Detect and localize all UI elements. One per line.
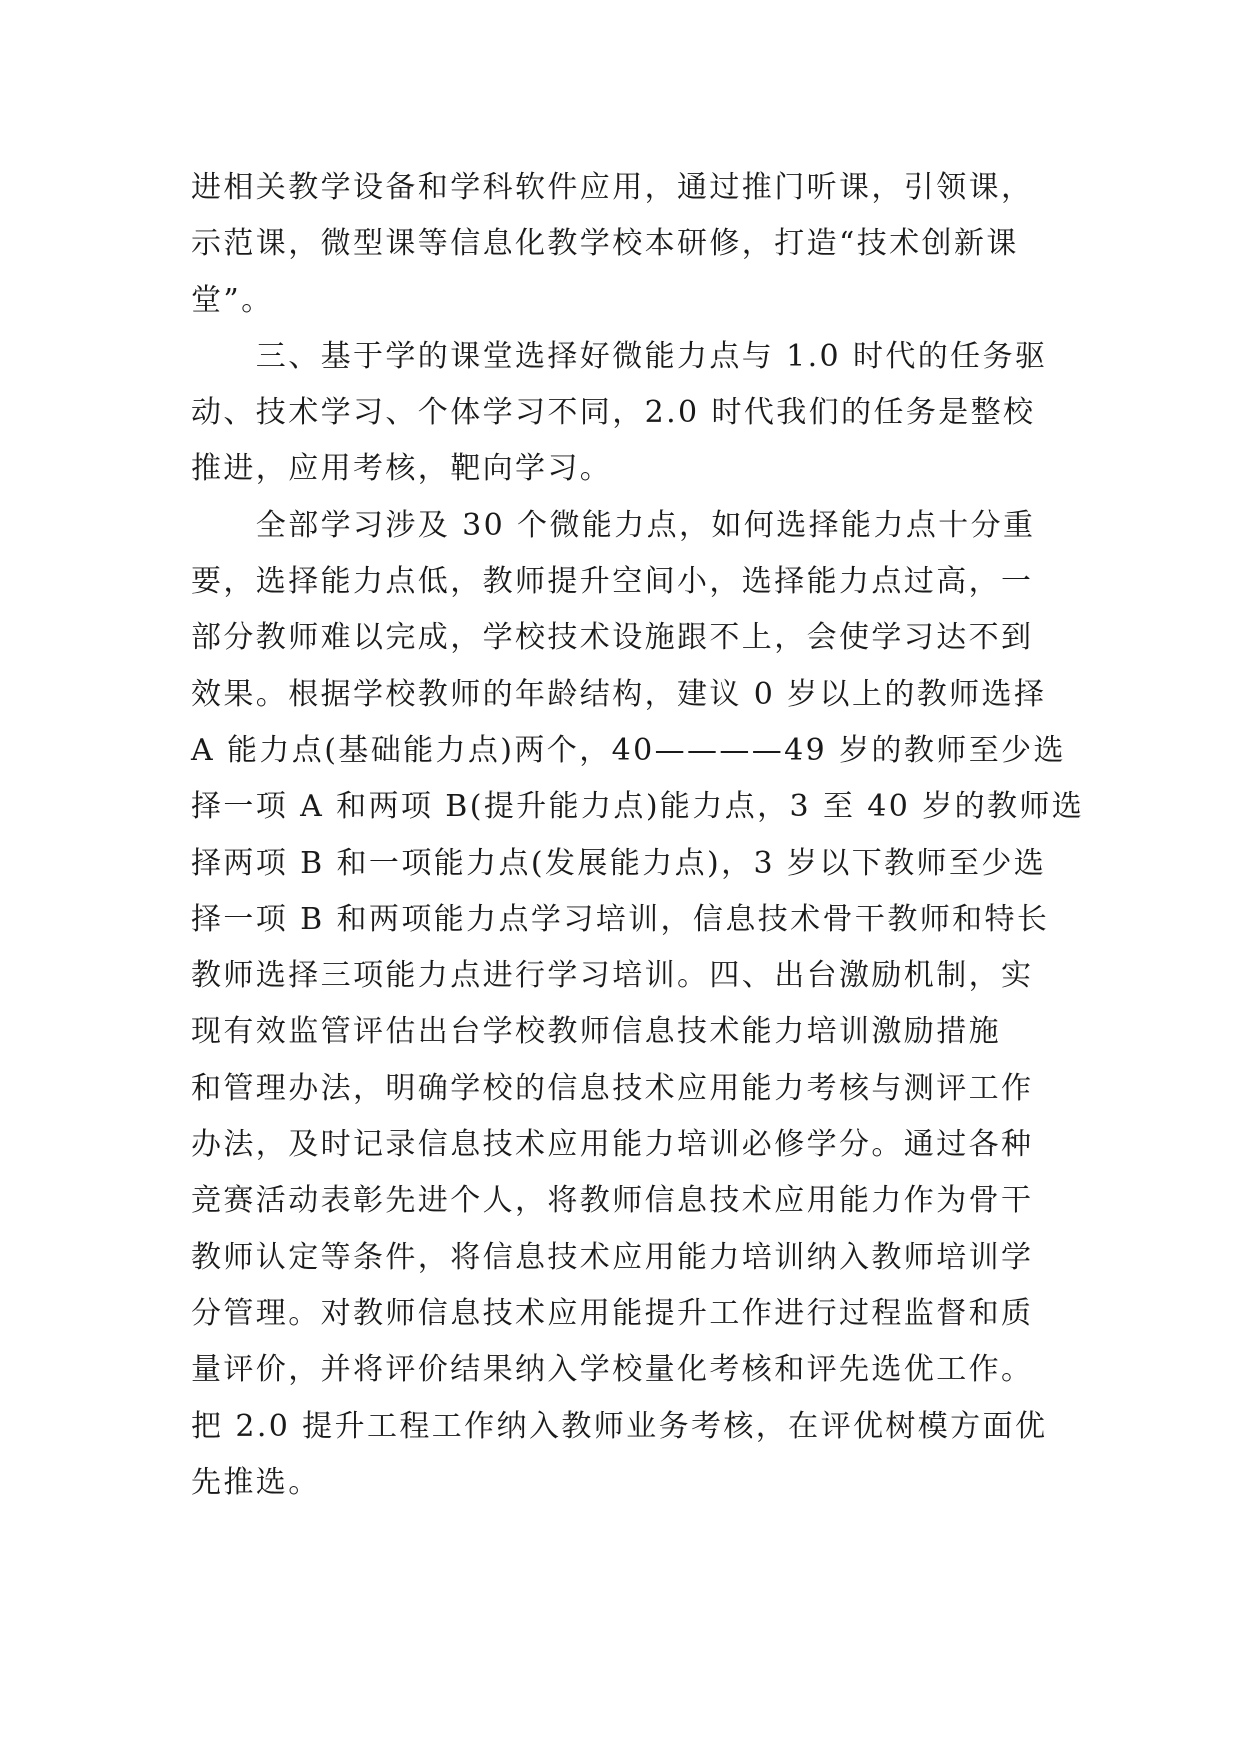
- text-line: 量评价，并将评价结果纳入学校量化考核和评先选优工作。: [191, 1352, 1034, 1388]
- text-line: 部分教师难以完成，学校技术设施跟不上，会使学习达不到: [191, 620, 1034, 656]
- text-line: 择一项 B 和两项能力点学习培训，信息技术骨干教师和特长: [191, 901, 1050, 937]
- text-line: 择两项 B 和一项能力点(发展能力点)，3 岁以下教师至少选: [191, 845, 1047, 881]
- text-line: 把 2.0 提升工程工作纳入教师业务考核，在评优树模方面优: [191, 1408, 1048, 1444]
- text-line: 动、技术学习、个体学习不同，2.0 时代我们的任务是整校: [191, 395, 1036, 431]
- text-line: 分管理。对教师信息技术应用能提升工作进行过程监督和质: [191, 1295, 1034, 1331]
- text-line: 效果。根据学校教师的年龄结构，建议 0 岁以上的教师选择: [191, 676, 1047, 712]
- text-line: 和管理办法，明确学校的信息技术应用能力考核与测评工作: [191, 1070, 1034, 1106]
- text-line: 要，选择能力点低，教师提升空间小，选择能力点过高，一: [191, 564, 1034, 600]
- text-line: 竞赛活动表彰先进个人，将教师信息技术应用能力作为骨干: [191, 1183, 1034, 1219]
- text-line: A 能力点(基础能力点)两个，40————49 岁的教师至少选: [191, 732, 1066, 768]
- text-line: 教师选择三项能力点进行学习培训。四、出台激励机制，实: [191, 958, 1034, 994]
- text-line: 进相关教学设备和学科软件应用，通过推门听课，引领课，: [191, 170, 1034, 205]
- text-line: 择一项 A 和两项 B(提升能力点)能力点，3 至 40 岁的教师选: [191, 789, 1085, 825]
- text-line: 推进，应用考核，靶向学习。: [191, 451, 613, 487]
- text-line: 三、基于学的课堂选择好微能力点与 1.0 时代的任务驱: [191, 338, 1048, 374]
- text-line: 现有效监管评估出台学校教师信息技术能力培训激励措施: [191, 1014, 1001, 1050]
- body-text: [191, 160, 1085, 1511]
- text-line: 示范课，微型课等信息化教学校本研修，打造“技术创新课: [191, 226, 1019, 262]
- text-line: 堂”。: [191, 282, 274, 318]
- text-line: 办法，及时记录信息技术应用能力培训必修学分。通过各种: [191, 1127, 1034, 1163]
- text-line: 先推选。: [191, 1464, 321, 1500]
- text-line: 教师认定等条件，将信息技术应用能力培训纳入教师培训学: [191, 1239, 1034, 1275]
- text-line: 全部学习涉及 30 个微能力点，如何选择能力点十分重: [191, 507, 1036, 543]
